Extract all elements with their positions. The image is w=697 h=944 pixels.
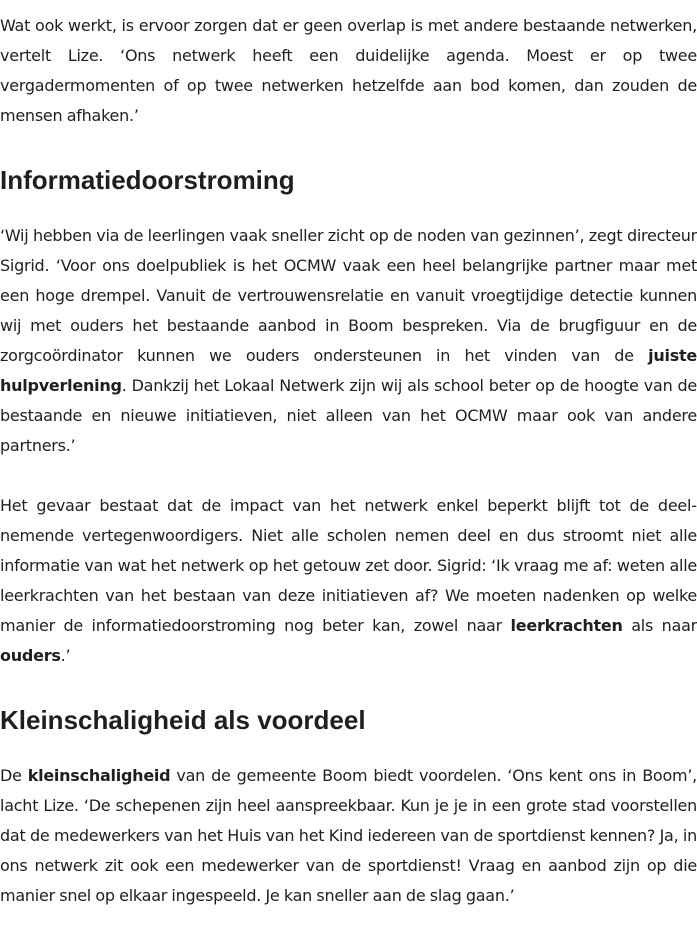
intro-text: Wat ook werkt, is ervoor zorgen dat er geen overlap is met andere bestaande netwerken, vertelt Lize. ‘Ons netwerk heeft een duidelijke agenda. Moest er op twee vergadermomenten of op twee netwerken hetzelfde aan bod komen, dan zouden de mensen afhaken.’ [0, 16, 697, 125]
paragraph-text: . Dankzij het Lokaal Netwerk zijn wij als school beter op de hoogte van de bestaande en nieuwe initiatieven, niet alleen van het OCMW maar ook van andere partners.’ [0, 376, 697, 455]
paragraph-text: Het gevaar bestaat dat de impact van het netwerk enkel beperkt blijft tot de deelnemende vertegenwoordigers. Niet alle scholen nemen deel en dus stroomt niet alle informatie van wat het netwerk op het getouw zet door. Sigrid: ‘Ik vraag me af: weten alle leerkrachten van het bestaan van deze initiatieven af? We moeten nadenken op welke manier de informatiedoorstroming nog beter kan, zowel naar [0, 496, 697, 635]
paragraph-kleinschaligheid [0, 761, 697, 911]
intro-paragraph [0, 11, 697, 131]
section-heading-kleinschaligheid: Kleinschaligheid als voordeel [0, 705, 366, 735]
quote-paragraph-sigrid [0, 221, 697, 461]
section-heading-informatiedoorstroming: Informatiedoorstroming [0, 165, 295, 195]
paragraph-text: ‘Wij hebben via de leerlingen vaak sneller zicht op de noden van gezinnen’, zegt directeur Sigrid. ‘Voor ons doelpubliek is het OCMW vaak een heel belangrijke partner maar met een hoge drempel. Vanuit de vertrouwensrelatie en vanuit vroegtijdige detectie kunnen wij met ouders het bestaande aanbod in Boom bespreken. Via de brugfiguur en de zorgcoördinator kunnen we ouders ondersteunen in het vinden van de [0, 226, 697, 365]
paragraph-text: De [0, 766, 28, 785]
bold-term: juiste hulpverlening [0, 346, 697, 395]
bold-term: ouders [0, 646, 61, 665]
paragraph-text: .’ [60, 646, 71, 665]
paragraph-impact [0, 491, 697, 671]
paragraph-text: als naar [622, 616, 697, 635]
bold-term: leerkrachten [510, 616, 623, 635]
bold-term: kleinschaligheid [27, 766, 171, 785]
paragraph-text: van de gemeente Boom biedt voordelen. ‘Ons kent ons in Boom’, lacht Lize. ‘De schepenen zijn heel aanspreekbaar. Kun je je in een grote stad voorstellen dat de medewerkers van het Huis van het Kind iedereen van de sportdienst kennen? Ja, in ons netwerk zit ook een medewerker van de sportdienst! Vraag en aanbod zijn op die manier snel op elkaar ingespeeld. Je kan sneller aan de slag gaan.’ [0, 766, 697, 905]
